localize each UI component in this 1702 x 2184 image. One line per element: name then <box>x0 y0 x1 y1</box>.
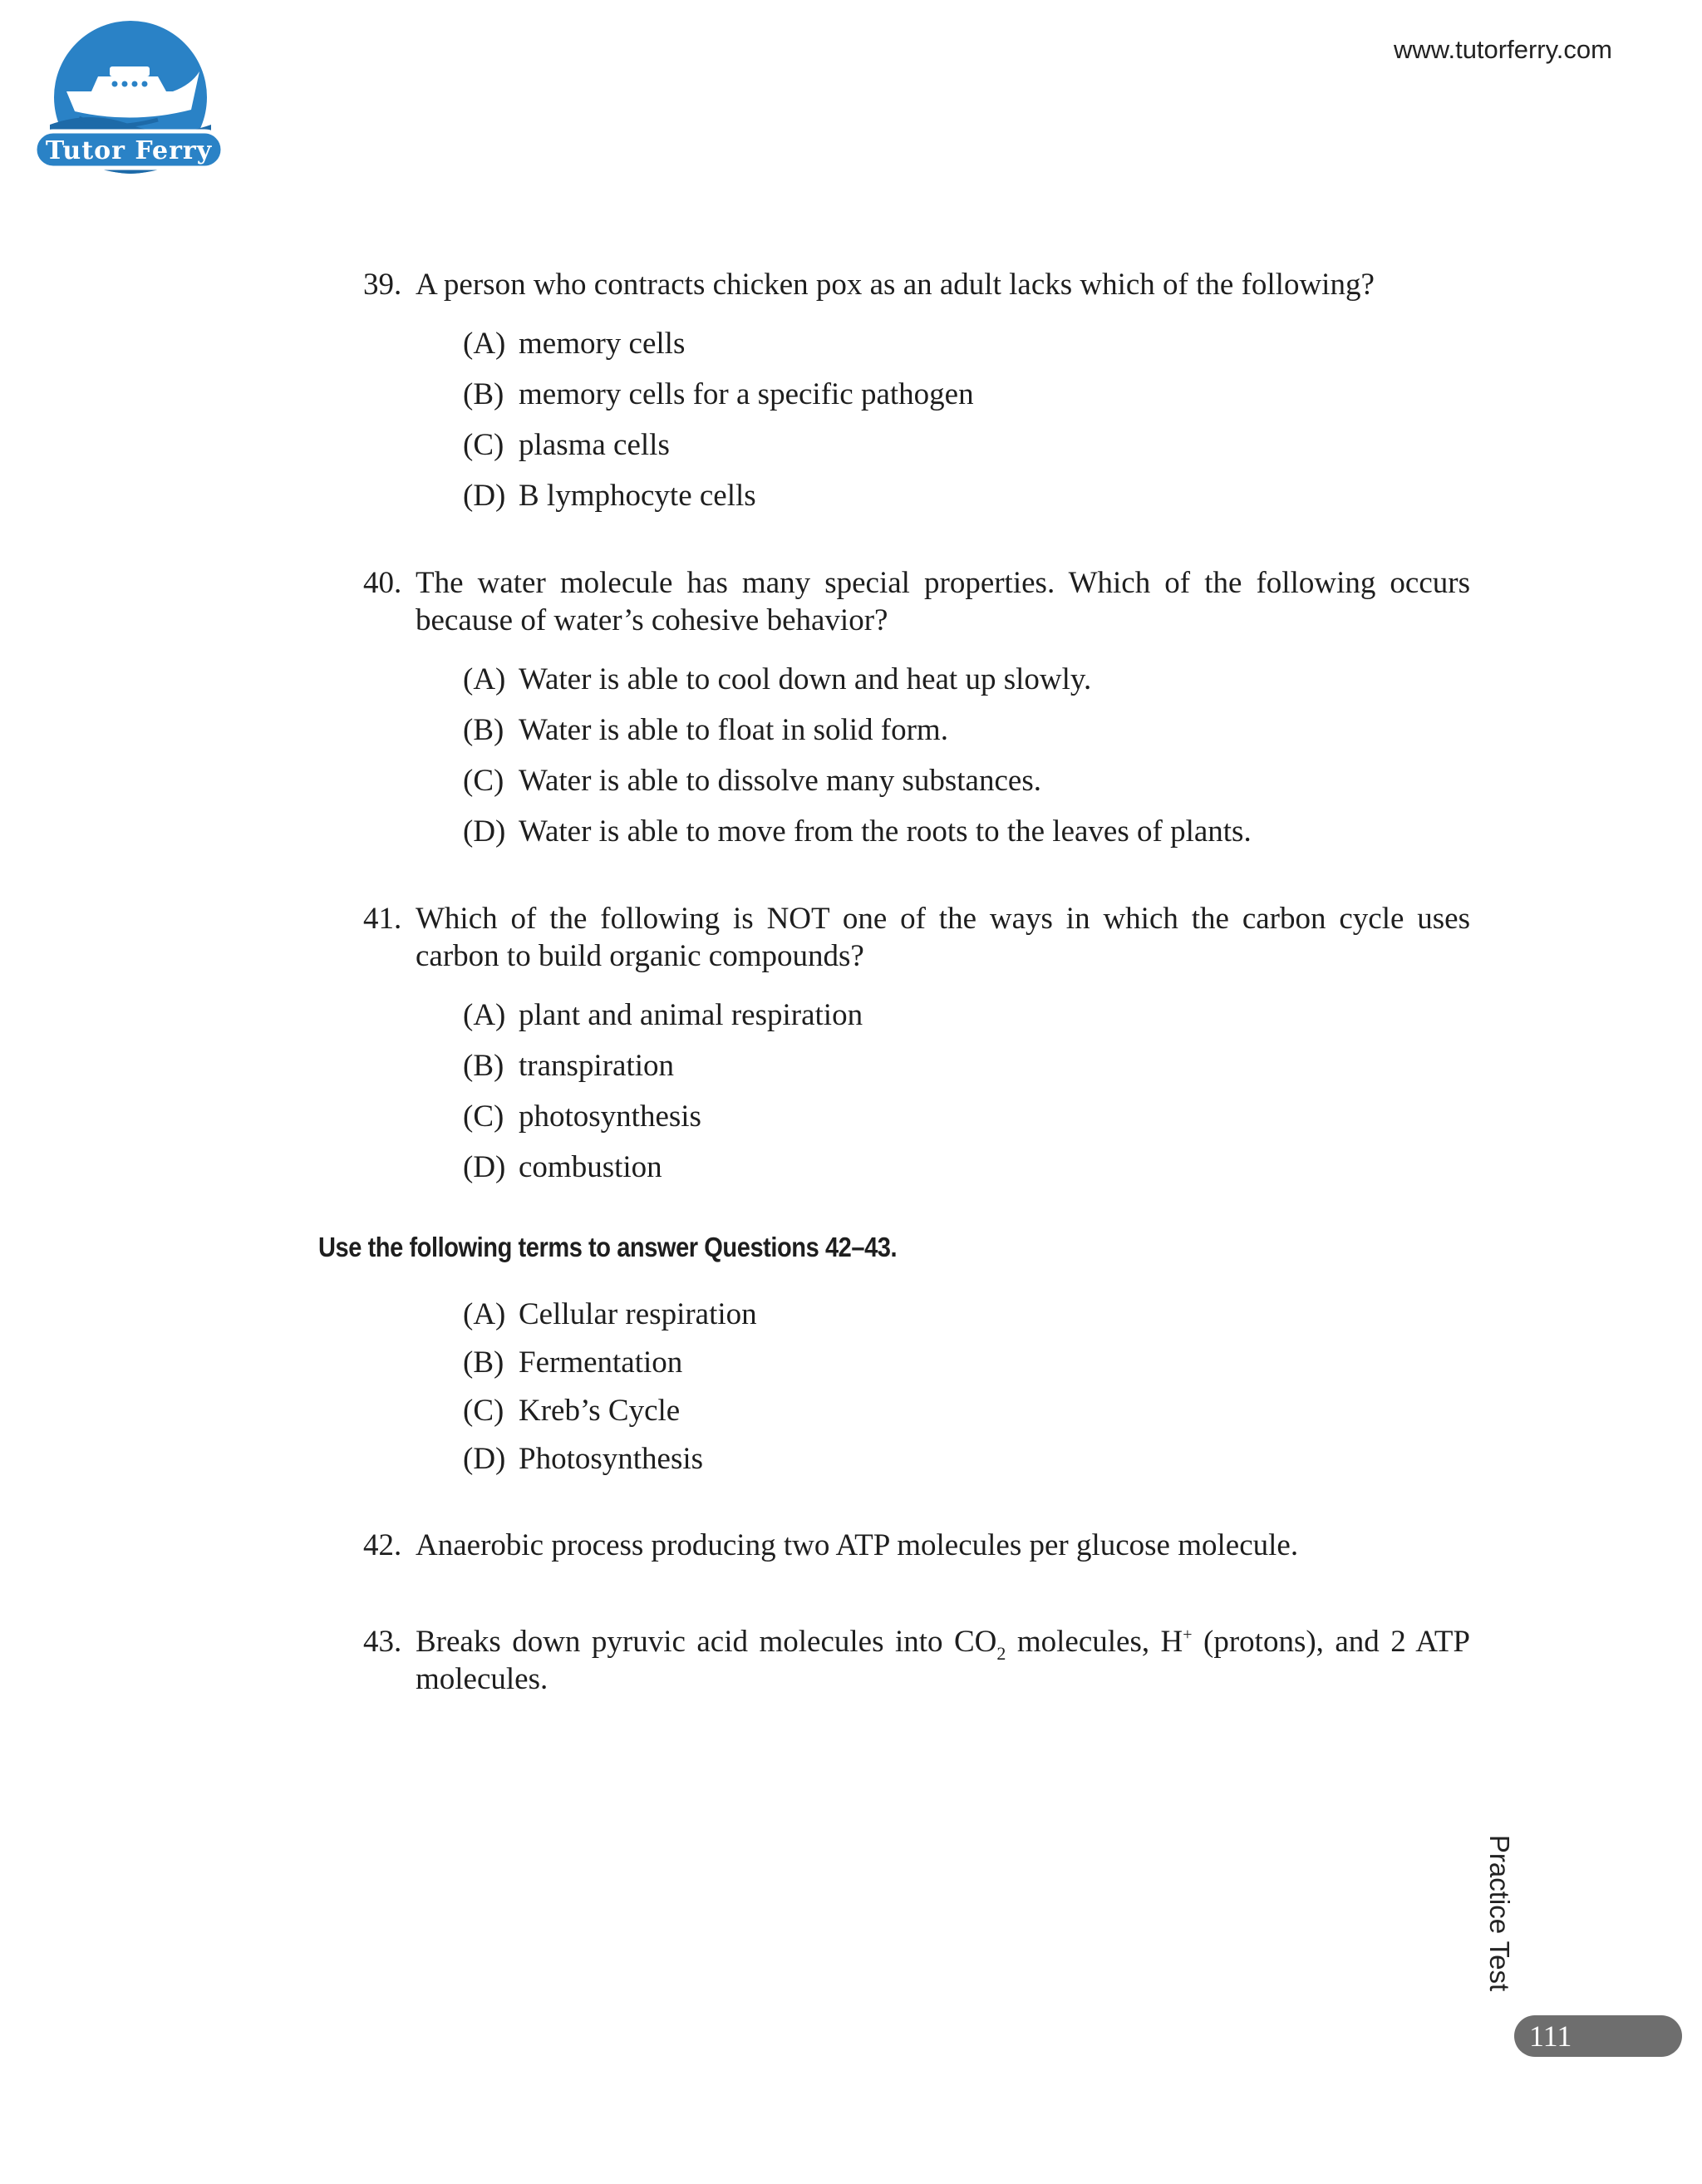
option-c <box>463 1099 701 1134</box>
option-a <box>463 326 685 362</box>
term-d <box>463 1441 703 1477</box>
question-text-part: molecules, H <box>1006 1625 1183 1659</box>
question-number: 43. <box>363 1625 402 1659</box>
question-39 <box>363 266 1470 303</box>
option-text: photosynthesis <box>519 1099 701 1134</box>
question-text-part: (protons), and 2 ATP molecules. <box>416 1625 1470 1696</box>
option-a <box>463 997 863 1033</box>
option-letter: (C) <box>463 428 504 462</box>
question-number: 39. <box>363 268 402 302</box>
term-c <box>463 1393 680 1429</box>
question-text <box>416 1623 1470 1698</box>
option-text: plant and animal respiration <box>519 998 863 1032</box>
option-letter: (B) <box>463 377 504 411</box>
option-letter: (A) <box>463 662 506 696</box>
option-c <box>463 427 670 463</box>
question-text: A person who contracts chicken pox as an adult lacks which of the following? <box>416 268 1375 302</box>
option-letter: (A) <box>463 1297 506 1331</box>
option-text: plasma cells <box>519 428 670 462</box>
tutor-ferry-logo <box>33 18 224 176</box>
option-d <box>463 478 756 514</box>
option-letter: (D) <box>463 1150 506 1184</box>
term-a <box>463 1296 757 1332</box>
h-superscript: + <box>1183 1626 1193 1644</box>
option-letter: (C) <box>463 764 504 798</box>
option-letter: (B) <box>463 1049 504 1083</box>
question-43 <box>363 1623 1470 1698</box>
option-letter: (A) <box>463 998 506 1032</box>
option-d <box>463 1149 662 1185</box>
option-text: Water is able to move from the roots to the leaves of plants. <box>519 814 1252 849</box>
option-text: combustion <box>519 1150 662 1184</box>
question-number: 41. <box>363 902 402 936</box>
question-text: Anaerobic process producing two ATP molecules per glucose molecule. <box>416 1528 1299 1562</box>
option-letter: (D) <box>463 1442 506 1476</box>
question-42 <box>363 1527 1470 1564</box>
page-number: 111 <box>1529 2019 1572 2053</box>
term-b <box>463 1345 682 1380</box>
question-text-part: Breaks down pyruvic acid molecules into CO <box>416 1625 997 1659</box>
logo-text: Tutor Ferry <box>45 136 213 165</box>
option-letter: (C) <box>463 1099 504 1134</box>
option-text: Kreb’s Cycle <box>519 1394 681 1428</box>
option-b <box>463 712 948 748</box>
option-text: B lymphocyte cells <box>519 479 756 513</box>
option-c <box>463 763 1041 799</box>
site-url: www.tutorferry.com <box>1394 35 1612 64</box>
option-text: Water is able to float in solid form. <box>519 713 948 747</box>
option-text: Water is able to dissolve many substances. <box>519 764 1041 798</box>
option-text: transpiration <box>519 1049 675 1083</box>
side-label-text: Practice Test <box>1484 1834 1515 1992</box>
question-number: 40. <box>363 566 402 600</box>
option-b <box>463 1048 674 1084</box>
question-40 <box>363 564 1470 639</box>
option-text: memory cells for a specific pathogen <box>519 377 974 411</box>
option-letter: (C) <box>463 1394 504 1428</box>
question-text: The water molecule has many special properties. Which of the following occurs because of water’s cohesive behavior? <box>416 566 1470 637</box>
question-41 <box>363 900 1470 975</box>
option-text: memory cells <box>519 327 686 361</box>
option-letter: (B) <box>463 713 504 747</box>
option-b <box>463 376 974 412</box>
co2-subscript: 2 <box>996 1643 1006 1664</box>
option-text: Cellular respiration <box>519 1297 757 1331</box>
option-d <box>463 814 1252 849</box>
option-text: Water is able to cool down and heat up slowly. <box>519 662 1092 696</box>
terms-section-heading: Use the following terms to answer Questions 42–43. <box>318 1232 898 1262</box>
option-letter: (D) <box>463 479 506 513</box>
option-text: Fermentation <box>519 1345 683 1380</box>
option-letter: (A) <box>463 327 506 361</box>
option-a <box>463 662 1091 697</box>
option-letter: (D) <box>463 814 506 849</box>
side-section-label <box>1483 1834 1516 1992</box>
option-letter: (B) <box>463 1345 504 1380</box>
question-number: 42. <box>363 1528 402 1562</box>
option-text: Photosynthesis <box>519 1442 704 1476</box>
question-text: Which of the following is NOT one of the ways in which the carbon cycle uses carbon to build organic compounds? <box>416 902 1470 973</box>
